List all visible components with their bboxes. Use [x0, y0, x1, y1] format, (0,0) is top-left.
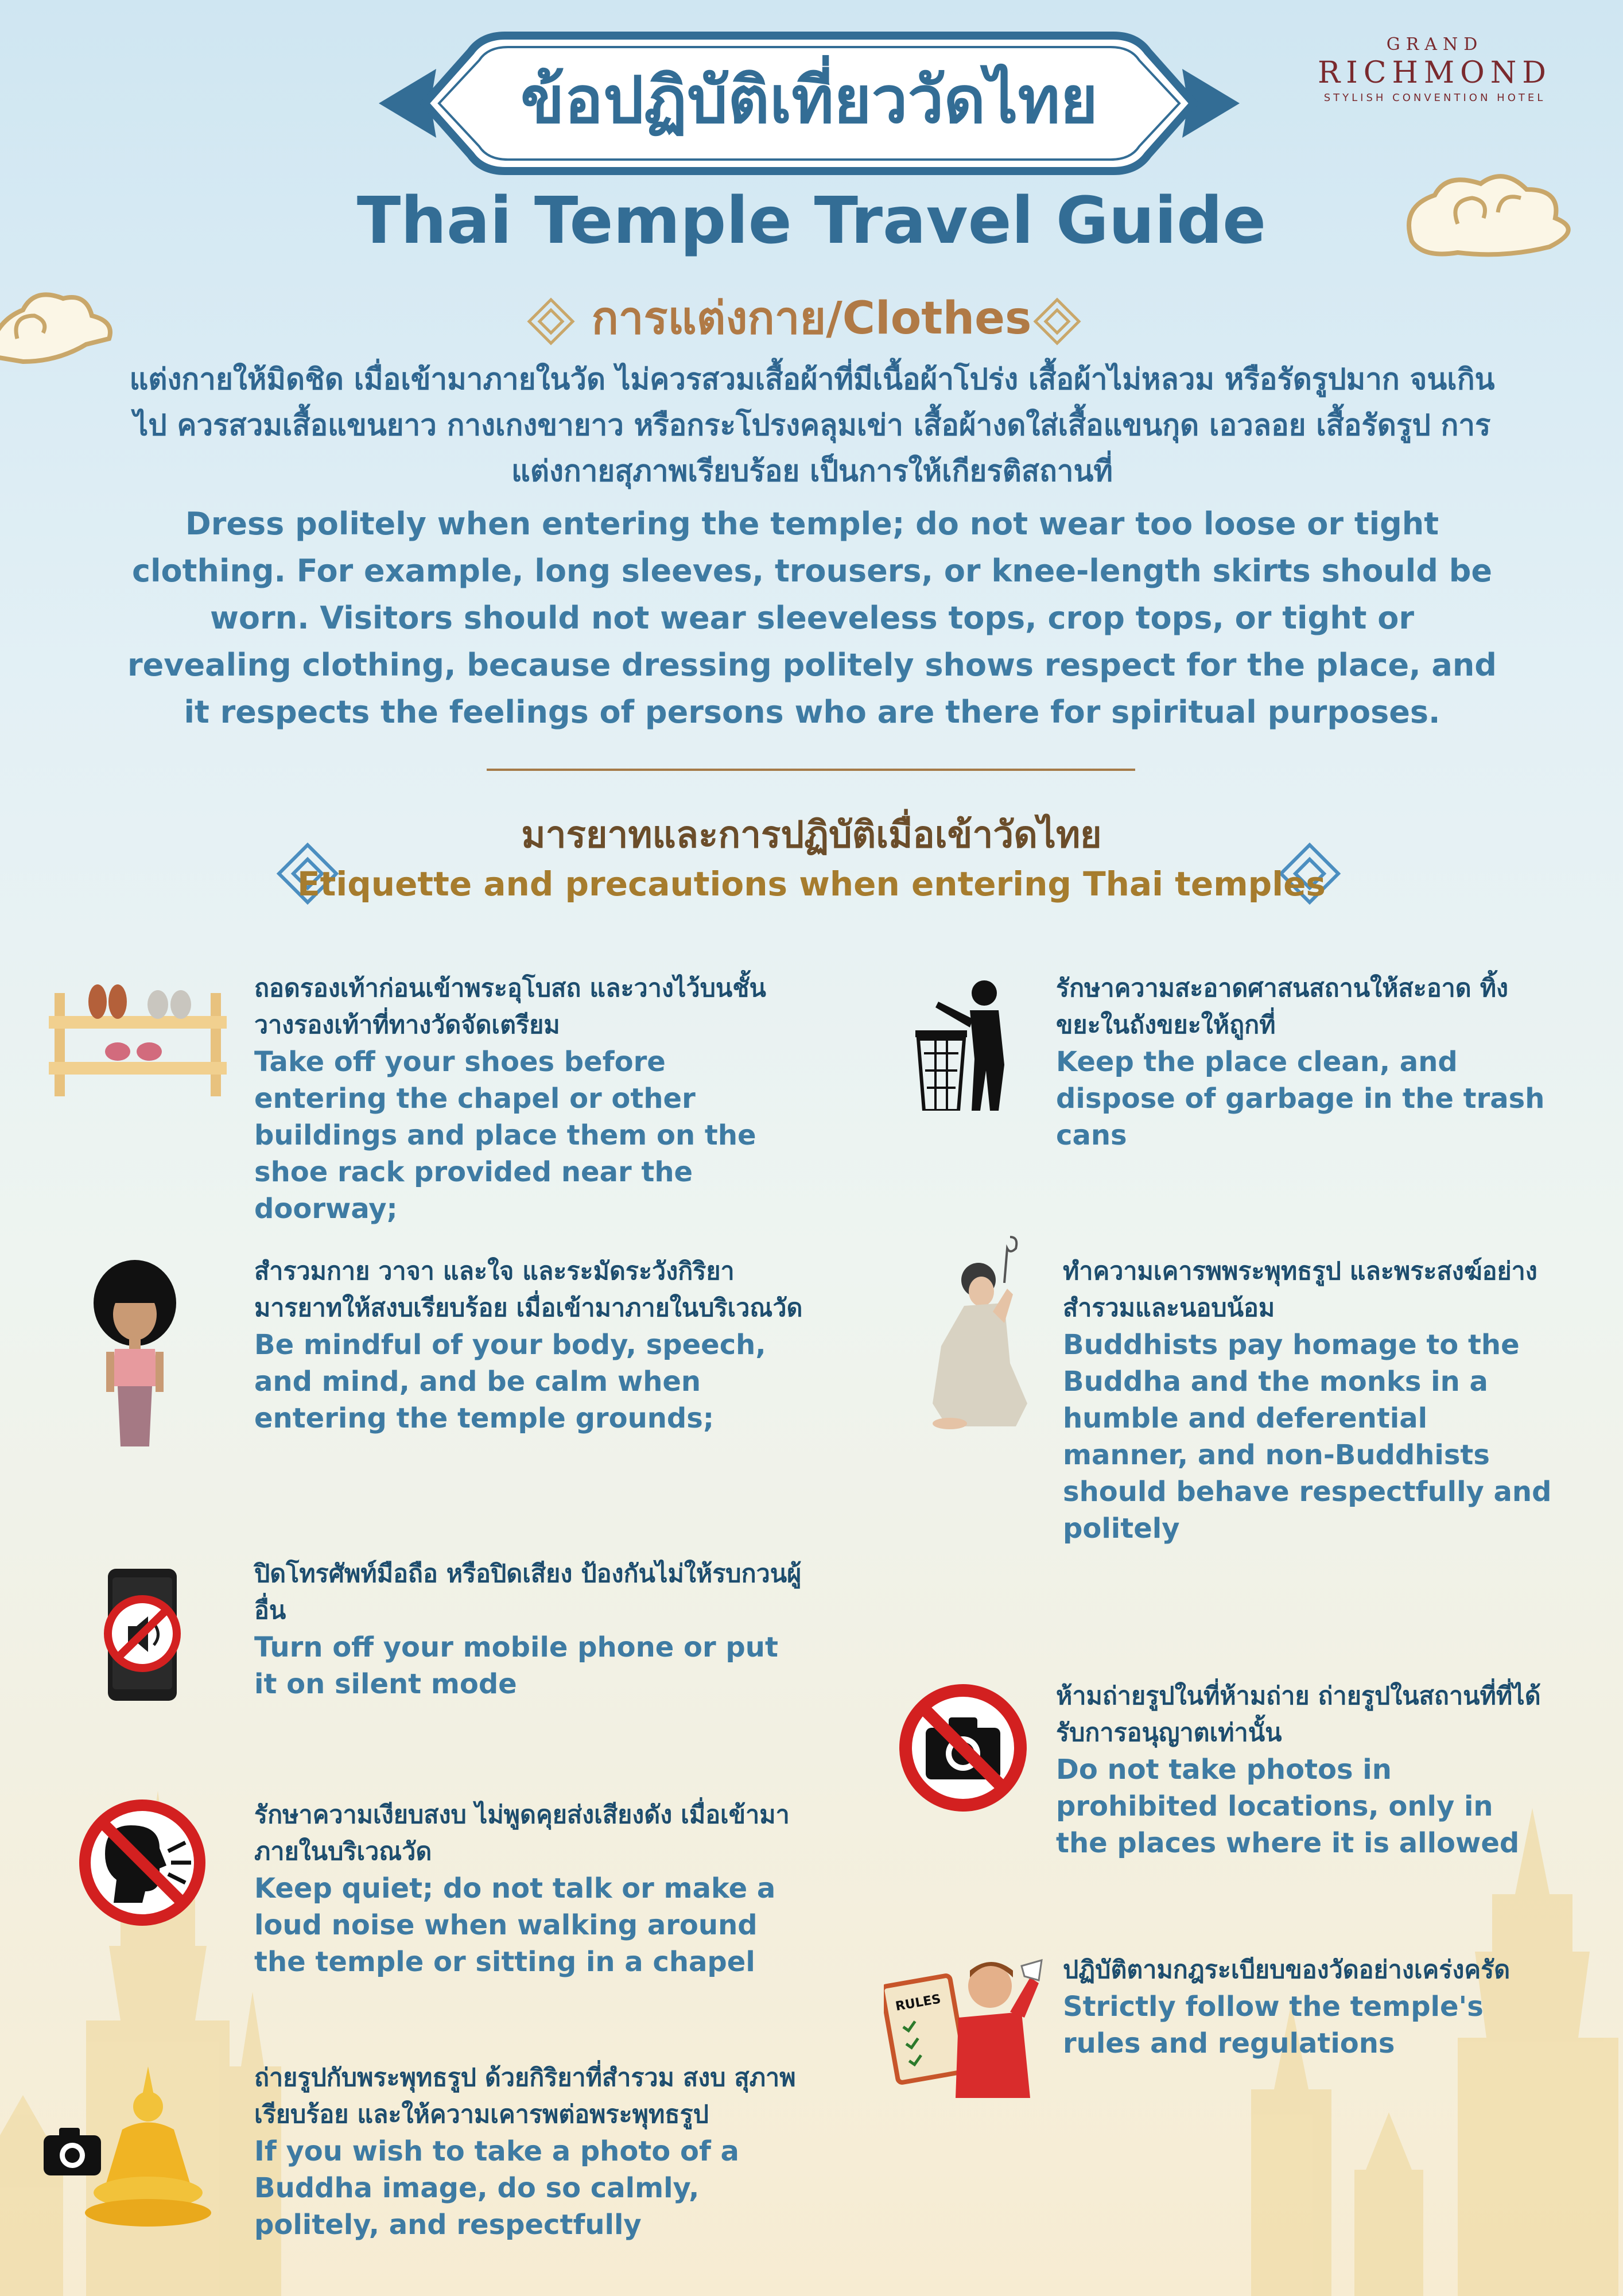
item-text-thai: รักษาความสะอาดศาสนสถานให้สะอาด ทิ้งขยะในถังขยะให้ถูกที่: [1056, 974, 1509, 1040]
item-text-thai: ปฏิบัติตามกฎระเบียบของวัดอย่างเคร่งครัด: [1063, 1956, 1511, 1984]
trash-can-icon: [913, 979, 1016, 1111]
etiquette-heading-thai: มารยาทและการปฏิบัติเมื่อเข้าวัดไทย: [521, 814, 1102, 856]
item-text-english: If you wish to take a photo of a Buddha image, do so calmly, politely, and respectfully: [254, 2135, 739, 2241]
item-text-thai: ปิดโทรศัพท์มือถือ หรือปิดเสียง ป้องกันไม่ให้รบกวนผู้อื่น: [254, 1560, 802, 1625]
list-item-homage: [1063, 1253, 1556, 1547]
list-item-phone: [254, 1556, 805, 1702]
hotel-logo: [1286, 34, 1584, 106]
section-divider: [487, 769, 1135, 771]
item-text-english: Turn off your mobile phone or put it on silent mode: [254, 1631, 778, 1700]
list-item-no-photo: [1056, 1678, 1550, 1861]
no-camera-icon: [897, 1682, 1029, 1814]
item-text-english: Strictly follow the temple's rules and regulations: [1063, 1991, 1484, 2060]
item-text-english: Take off your shoes before entering the chapel or other buildings and place them on the shoe rack provided near the doorway;: [254, 1046, 756, 1225]
item-text-english: Be mindful of your body, speech, and mind, and be calm when entering the temple grounds;: [254, 1329, 766, 1434]
list-item-trash: [1056, 970, 1550, 1154]
no-talking-icon: [76, 1797, 208, 1929]
item-text-english: Do not take photos in prohibited locations, only in the places where it is allowed: [1056, 1754, 1520, 1859]
clothes-text-english: Dress politely when entering the temple; do not wear too loose or tight clothing. For example, long sleeves, trousers, or knee-length skirts should be worn. Visitors should not wear sleeveless tops, crop tops, or tight or revealing clothing, because dressing politely shows respect for the place, and it respects the feelings of persons who are there for spiritual purposes.: [127, 506, 1497, 730]
kneeling-prayer-icon: [924, 1231, 1033, 1432]
page-title-english: Thai Temple Travel Guide: [356, 184, 1267, 258]
clothes-heading: การแต่งกาย/Clothes: [591, 293, 1032, 344]
item-text-thai: ทำความเคารพพระพุทธรูป และพระสงฆ์อย่างสำรวมและนอบน้อม: [1063, 1257, 1537, 1322]
list-item-rules: [1063, 1952, 1556, 2062]
logo-tagline: STYLISH CONVENTION HOTEL: [1323, 92, 1546, 104]
item-text-thai: ถ่ายรูปกับพระพุทธรูป ด้วยกิริยาที่สำรวม สงบ สุภาพเรียบร้อย และให้ความเคารพต่อพระพุทธรูป: [254, 2064, 796, 2129]
etiquette-heading-english: Etiquette and precautions when entering Thai temples: [297, 864, 1326, 903]
thai-woman-icon: [89, 1260, 181, 1449]
svg-text:RULES: RULES: [894, 1992, 942, 2014]
item-text-thai: สำรวมกาย วาจา และใจ และระมัดระวังกิริยามารยาทให้สงบเรียบร้อย เมื่อเข้ามาภายในบริเวณวัด: [254, 1257, 803, 1322]
item-text-english: Keep the place clean, and dispose of garbage in the trash cans: [1056, 1046, 1545, 1151]
item-text-english: Keep quiet; do not talk or make a loud noise when walking around the temple or sitting in a chapel: [254, 1872, 776, 1978]
buddha-camera-icon: [39, 2061, 211, 2233]
list-item-shoes: [254, 970, 799, 1227]
clothes-text-thai: แต่งกายให้มิดชิด เมื่อเข้ามาภายในวัด ไม่ควรสวมเสื้อผ้าที่มีเนื้อผ้าโปร่ง เสื้อผ้าไม่หลวม หรือรัดรูปมาก จนเกินไป ควรสวมเสื้อแขนยาว กางเกงขายาว หรือกระโปรงคลุมเข่า เสื้อผ้างดใส่เสื้อแขนกุด เอวลอย เสื้อรัดรูป การแต่งกายสุภาพเรียบร้อย เป็นการให้เกียรติสถานที่: [129, 363, 1495, 488]
item-text-thai: ถอดรองเท้าก่อนเข้าพระอุโบสถ และวางไว้บนชั้นวางรองเท้าที่ทางวัดจัดเตรียม: [254, 974, 766, 1040]
logo-richmond: RICHMOND: [1318, 56, 1552, 90]
rules-clipboard-icon: [884, 1954, 1045, 2098]
item-text-english: Buddhists pay homage to the Buddha and the monks in a humble and deferential manner, and non-Buddhists should behave respectfully and politely: [1063, 1329, 1552, 1545]
list-item-quiet: [254, 1797, 805, 1980]
shoe-rack-icon: [49, 976, 227, 1096]
list-item-buddha-photo: [254, 2060, 805, 2243]
item-text-thai: ห้ามถ่ายรูปในที่ห้ามถ่าย ถ่ายรูปในสถานที่ที่ได้รับการอนุญาตเท่านั้น: [1056, 1682, 1541, 1747]
item-text-thai: รักษาความเงียบสงบ ไม่พูดคุยส่งเสียงดัง เมื่อเข้ามาภายในบริเวณวัด: [254, 1801, 790, 1866]
phone-muted-icon: [102, 1566, 183, 1704]
logo-grand: GRAND: [1386, 34, 1484, 55]
page-title-thai: ข้อปฏิบัติเที่ยววัดไทย: [521, 63, 1098, 138]
list-item-mindful: [254, 1253, 805, 1437]
